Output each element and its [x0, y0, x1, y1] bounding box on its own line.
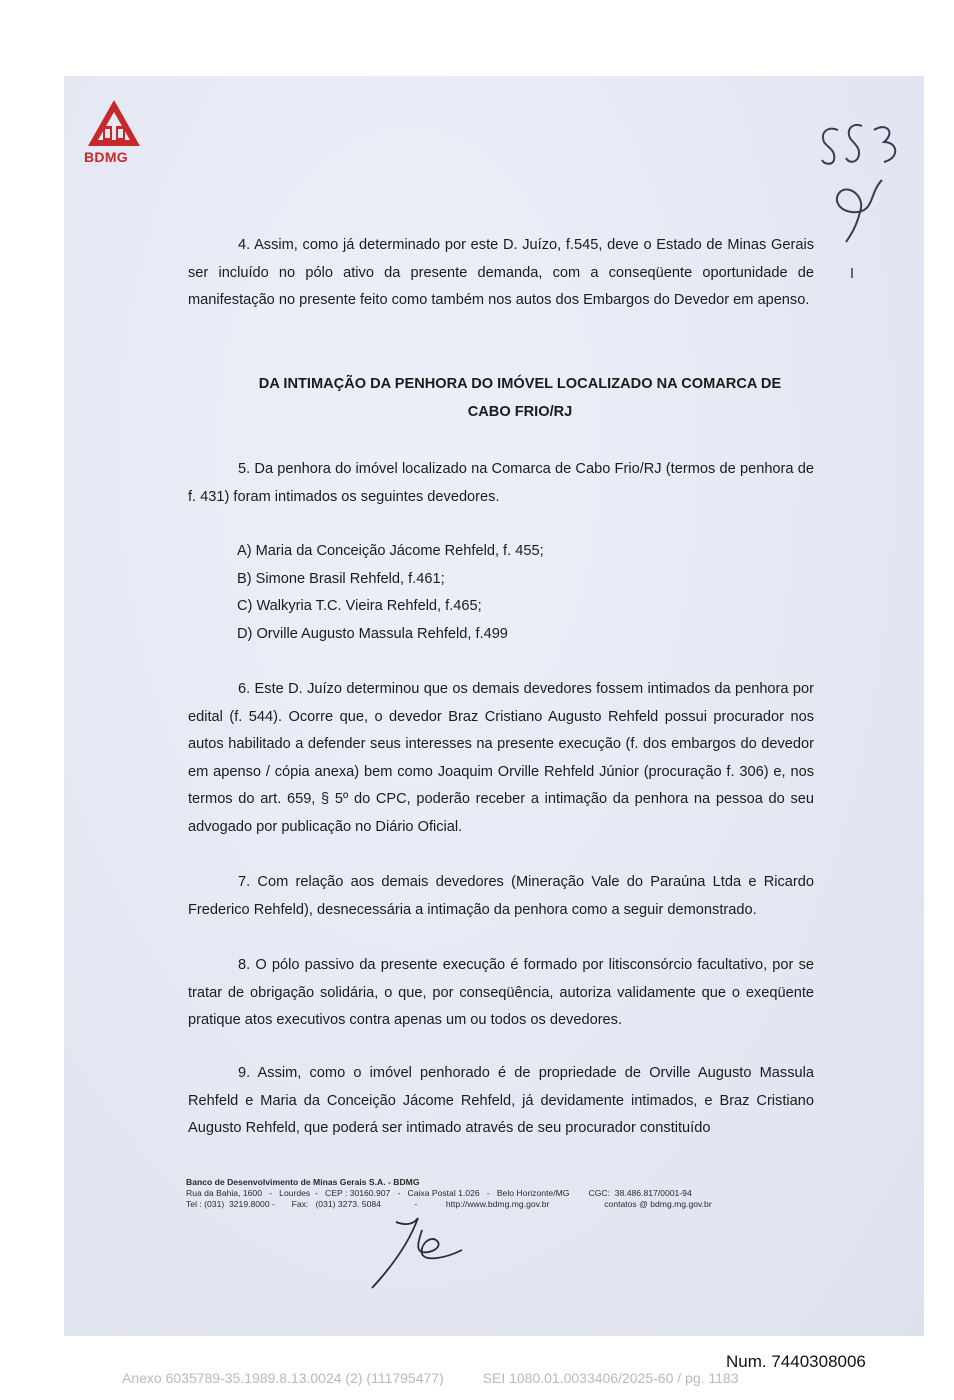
list-item: D) Orville Augusto Massula Rehfeld, f.499 — [237, 625, 508, 642]
list-item: A) Maria da Conceição Jácome Rehfeld, f. 455; — [237, 543, 544, 559]
heading-line-2: CABO FRIO/RJ — [467, 403, 573, 420]
debtor-list — [237, 538, 544, 648]
list-item: B) Simone Brasil Rehfeld, f.461; — [237, 570, 445, 587]
document-number: Num. 7440308006 — [726, 1352, 866, 1371]
paragraph-8: 8. O pólo passivo da presente execução é formado por litisconsórcio facultativo, por se tratar de obrigação solidária, o que, por conseqüência, autoriza validamente que o exeqüente pratique atos executivos contra apenas um ou todos os devedores. — [188, 957, 814, 1028]
list-item: C) Walkyria T.C. Vieira Rehfeld, f.465; — [237, 598, 482, 614]
paragraph-6: 6. Este D. Juízo determinou que os demais devedores fossem intimados da penhora por edital (f. 544). Ocorre que, o devedor Braz Cristiano Augusto Rehfeld possui procurador nos autos habilitado a defender seus interesses na presente execução (f. dos embargos do devedor em apenso / cópia anexa) bem como Joaquim Orville Rehfeld Júnior (procuração f. 306) e, nos termos do art. 659, § 5º do CPC, poderão receber a intimação da penhora na pessoa do seu advogado por publicação no Diário Oficial. — [188, 681, 814, 835]
logo-text: BDMG — [84, 149, 128, 165]
annex-reference: Anexo 6035789-35.1989.8.13.0024 (2) (111795477) SEI 1080.01.0033406/2025-60 / pg. 1183 — [122, 1370, 739, 1386]
paragraph-4: 4. Assim, como já determinado por este D. Juízo, f.545, deve o Estado de Minas Gerais ser incluído no pólo ativo da presente demanda, com a conseqüente oportunidade de manifestação no presente feito como também nos autos dos Embargos do Devedor em apenso. — [188, 237, 814, 308]
paragraph-5: 5. Da penhora do imóvel localizado na Comarca de Cabo Frio/RJ (termos de penhora de f. 431) foram intimados os seguintes devedores. — [188, 461, 814, 505]
footer-address: Rua da Bahia, 1600 - Lourdes - CEP : 30160.907 - Caixa Postal 1.026 - Belo Horizonte/MG CGC: 38.486.817/0001-94 — [186, 1188, 692, 1198]
paragraph-9: 9. Assim, como o imóvel penhorado é de propriedade de Orville Augusto Massula Rehfeld e Maria da Conceição Jácome Rehfeld, já devidamente intimados, e Braz Cristiano Augusto Rehfeld, que poderá ser intimado através de seu procurador constituído — [188, 1065, 814, 1136]
footer-contact: Tel : (031) 3219.8000 - Fax: (031) 3273. 5084 - http://www.bdmg.mg.gov.br contatos @ bdmg.mg.gov.br — [186, 1199, 712, 1209]
handwritten-signature — [366, 1210, 476, 1295]
heading-line-1: DA INTIMAÇÃO DA PENHORA DO IMÓVEL LOCALIZADO NA COMARCA DE — [258, 376, 782, 392]
paragraph-7: 7. Com relação aos demais devedores (Mineração Vale do Paraúna Ltda e Ricardo Frederico Rehfeld), desnecessária a intimação da penhora como a seguir demonstrado. — [188, 874, 814, 918]
handwritten-folio-number — [800, 108, 910, 278]
section-heading — [200, 371, 840, 426]
footer-bank-name: Banco de Desenvolvimento de Minas Gerais S.A. - BDMG — [186, 1177, 420, 1187]
letterhead-footer — [186, 1177, 712, 1210]
